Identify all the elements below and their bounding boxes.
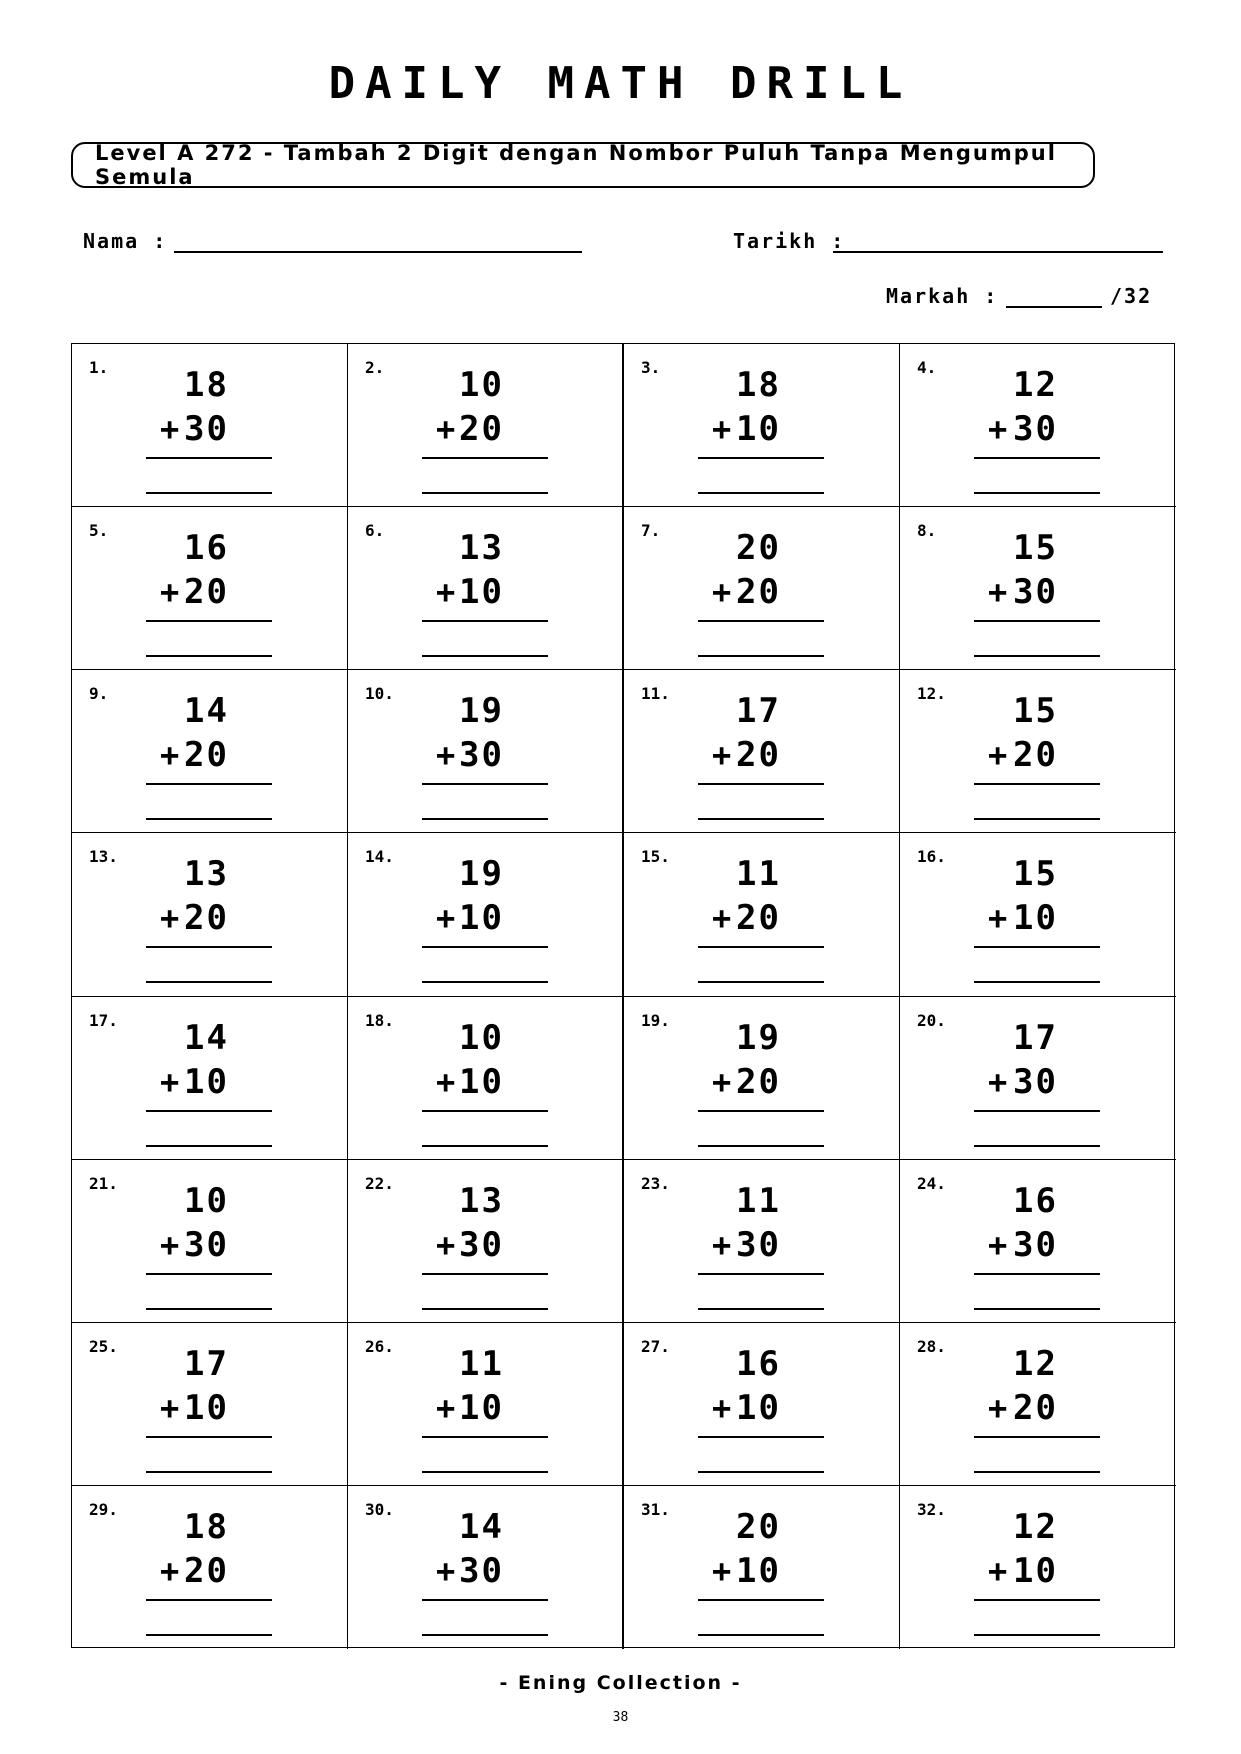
marks-field[interactable] bbox=[1006, 306, 1102, 308]
problem-number: 30. bbox=[365, 1499, 394, 1519]
problem-cell bbox=[624, 1160, 900, 1323]
problem-number: 32. bbox=[917, 1499, 946, 1519]
problem-cell bbox=[624, 1323, 900, 1486]
problem-number: 20. bbox=[917, 1010, 946, 1030]
first-addend: 12 bbox=[1013, 1506, 1058, 1547]
second-addend: 20 bbox=[184, 572, 229, 613]
problem-number: 15. bbox=[641, 847, 670, 867]
answer-field[interactable] bbox=[698, 818, 824, 820]
second-addend: 20 bbox=[1013, 735, 1058, 776]
plus-sign: + bbox=[988, 1388, 1008, 1427]
page-title: DAILY MATH DRILL bbox=[328, 58, 913, 109]
answer-field[interactable] bbox=[146, 1308, 272, 1310]
sum-rule bbox=[698, 1110, 824, 1112]
answer-field[interactable] bbox=[698, 1634, 824, 1636]
problem-cell bbox=[348, 1160, 624, 1323]
problem-cell bbox=[624, 344, 900, 507]
answer-field[interactable] bbox=[974, 1145, 1100, 1147]
second-addend: 20 bbox=[184, 1550, 229, 1591]
plus-sign: + bbox=[160, 1062, 180, 1101]
second-addend: 10 bbox=[459, 572, 504, 613]
answer-field[interactable] bbox=[146, 1634, 272, 1636]
answer-field[interactable] bbox=[146, 492, 272, 494]
answer-field[interactable] bbox=[422, 1308, 548, 1310]
problem-number: 2. bbox=[365, 358, 385, 377]
plus-sign: + bbox=[988, 1551, 1008, 1590]
first-addend: 18 bbox=[184, 1506, 229, 1547]
second-addend: 20 bbox=[184, 898, 229, 939]
problem-cell bbox=[900, 344, 1176, 507]
problem-cell bbox=[624, 833, 900, 996]
problem-number: 13. bbox=[89, 847, 118, 867]
answer-field[interactable] bbox=[422, 981, 548, 983]
problem-cell bbox=[348, 507, 624, 670]
first-addend: 14 bbox=[184, 691, 229, 732]
problem-cell bbox=[72, 670, 348, 833]
sum-rule bbox=[422, 946, 548, 948]
first-addend: 10 bbox=[459, 365, 504, 405]
problem-number: 18. bbox=[365, 1010, 394, 1030]
name-field[interactable] bbox=[174, 251, 582, 253]
first-addend: 17 bbox=[736, 691, 781, 732]
plus-sign: + bbox=[988, 899, 1008, 938]
problem-number: 4. bbox=[917, 358, 937, 377]
first-addend: 13 bbox=[459, 528, 504, 569]
second-addend: 10 bbox=[459, 898, 504, 939]
problem-number: 8. bbox=[917, 521, 937, 541]
first-addend: 16 bbox=[184, 528, 229, 569]
plus-sign: + bbox=[712, 1062, 732, 1101]
answer-field[interactable] bbox=[422, 818, 548, 820]
date-field[interactable] bbox=[833, 251, 1163, 253]
first-addend: 18 bbox=[736, 365, 781, 405]
first-addend: 19 bbox=[459, 854, 504, 895]
plus-sign: + bbox=[436, 410, 456, 448]
plus-sign: + bbox=[436, 1388, 456, 1427]
answer-field[interactable] bbox=[974, 818, 1100, 820]
problem-number: 6. bbox=[365, 521, 385, 541]
sum-rule bbox=[146, 783, 272, 785]
problem-cell bbox=[72, 507, 348, 670]
problem-cell bbox=[624, 670, 900, 833]
second-addend: 20 bbox=[736, 898, 781, 939]
problem-cell bbox=[624, 1486, 900, 1649]
second-addend: 20 bbox=[736, 572, 781, 613]
second-addend: 20 bbox=[1013, 1387, 1058, 1428]
second-addend: 30 bbox=[1013, 1224, 1058, 1265]
second-addend: 20 bbox=[736, 735, 781, 776]
first-addend: 11 bbox=[736, 854, 781, 895]
sum-rule bbox=[974, 783, 1100, 785]
problem-cell bbox=[72, 833, 348, 996]
sum-rule bbox=[698, 457, 824, 459]
plus-sign: + bbox=[160, 1388, 180, 1427]
marks-total: /32 bbox=[1110, 284, 1153, 308]
problem-cell bbox=[72, 1323, 348, 1486]
sum-rule bbox=[974, 457, 1100, 459]
problem-cell bbox=[348, 1323, 624, 1486]
problem-number: 16. bbox=[917, 847, 946, 867]
sum-rule bbox=[974, 1110, 1100, 1112]
first-addend: 12 bbox=[1013, 1343, 1058, 1384]
answer-field[interactable] bbox=[422, 1634, 548, 1636]
level-banner bbox=[71, 142, 1095, 188]
sum-rule bbox=[146, 1599, 272, 1601]
problem-number: 25. bbox=[89, 1336, 118, 1356]
first-addend: 12 bbox=[1013, 365, 1058, 405]
first-addend: 17 bbox=[184, 1343, 229, 1384]
plus-sign: + bbox=[712, 573, 732, 612]
sum-rule bbox=[698, 1436, 824, 1438]
sum-rule bbox=[146, 1436, 272, 1438]
problem-number: 10. bbox=[365, 684, 394, 704]
answer-field[interactable] bbox=[422, 655, 548, 657]
answer-field[interactable] bbox=[146, 1471, 272, 1473]
second-addend: 10 bbox=[736, 409, 781, 449]
first-addend: 13 bbox=[459, 1180, 504, 1221]
problem-cell bbox=[72, 1160, 348, 1323]
first-addend: 15 bbox=[1013, 691, 1058, 732]
answer-field[interactable] bbox=[698, 981, 824, 983]
second-addend: 10 bbox=[1013, 898, 1058, 939]
problem-number: 28. bbox=[917, 1336, 946, 1356]
sum-rule bbox=[422, 783, 548, 785]
first-addend: 14 bbox=[459, 1506, 504, 1547]
sum-rule bbox=[422, 1273, 548, 1275]
second-addend: 30 bbox=[184, 1224, 229, 1265]
plus-sign: + bbox=[712, 736, 732, 775]
plus-sign: + bbox=[160, 410, 180, 448]
sum-rule bbox=[974, 946, 1100, 948]
problem-number: 24. bbox=[917, 1173, 946, 1193]
plus-sign: + bbox=[712, 1225, 732, 1264]
problem-cell bbox=[348, 344, 624, 507]
second-addend: 30 bbox=[459, 1550, 504, 1591]
answer-field[interactable] bbox=[146, 655, 272, 657]
first-addend: 16 bbox=[1013, 1180, 1058, 1221]
second-addend: 10 bbox=[184, 1387, 229, 1428]
answer-field[interactable] bbox=[974, 655, 1100, 657]
problem-number: 27. bbox=[641, 1336, 670, 1356]
first-addend: 19 bbox=[736, 1017, 781, 1058]
problem-cell bbox=[900, 1160, 1176, 1323]
problem-number: 11. bbox=[641, 684, 670, 704]
second-addend: 10 bbox=[736, 1387, 781, 1428]
problem-number: 3. bbox=[641, 358, 661, 377]
sum-rule bbox=[146, 1110, 272, 1112]
first-addend: 16 bbox=[736, 1343, 781, 1384]
problem-cell bbox=[72, 344, 348, 507]
plus-sign: + bbox=[712, 1388, 732, 1427]
problem-cell bbox=[900, 507, 1176, 670]
sum-rule bbox=[974, 1273, 1100, 1275]
problem-number: 12. bbox=[917, 684, 946, 704]
plus-sign: + bbox=[160, 1225, 180, 1264]
problem-number: 5. bbox=[89, 521, 109, 541]
problem-number: 31. bbox=[641, 1499, 670, 1519]
plus-sign: + bbox=[712, 899, 732, 938]
problem-cell bbox=[348, 997, 624, 1160]
problem-cell bbox=[348, 833, 624, 996]
name-label: Nama : bbox=[83, 229, 168, 253]
second-addend: 20 bbox=[459, 409, 504, 449]
first-addend: 20 bbox=[736, 1506, 781, 1547]
first-addend: 11 bbox=[459, 1343, 504, 1384]
first-addend: 17 bbox=[1013, 1017, 1058, 1058]
second-addend: 30 bbox=[1013, 1061, 1058, 1102]
sum-rule bbox=[422, 620, 548, 622]
plus-sign: + bbox=[988, 736, 1008, 775]
plus-sign: + bbox=[436, 1551, 456, 1590]
sum-rule bbox=[146, 1273, 272, 1275]
answer-field[interactable] bbox=[698, 1471, 824, 1473]
plus-sign: + bbox=[436, 573, 456, 612]
plus-sign: + bbox=[712, 1551, 732, 1590]
first-addend: 20 bbox=[736, 528, 781, 569]
plus-sign: + bbox=[712, 410, 732, 448]
second-addend: 10 bbox=[1013, 1550, 1058, 1591]
answer-field[interactable] bbox=[974, 1634, 1100, 1636]
answer-field[interactable] bbox=[698, 655, 824, 657]
answer-field[interactable] bbox=[146, 818, 272, 820]
answer-field[interactable] bbox=[146, 981, 272, 983]
problem-cell bbox=[72, 997, 348, 1160]
first-addend: 15 bbox=[1013, 528, 1058, 569]
problem-number: 14. bbox=[365, 847, 394, 867]
second-addend: 30 bbox=[459, 1224, 504, 1265]
first-addend: 10 bbox=[184, 1180, 229, 1221]
problem-number: 22. bbox=[365, 1173, 394, 1193]
problem-cell bbox=[72, 1486, 348, 1649]
answer-field[interactable] bbox=[422, 492, 548, 494]
problem-number: 21. bbox=[89, 1173, 118, 1193]
plus-sign: + bbox=[436, 899, 456, 938]
second-addend: 10 bbox=[459, 1387, 504, 1428]
sum-rule bbox=[146, 620, 272, 622]
sum-rule bbox=[974, 1599, 1100, 1601]
second-addend: 30 bbox=[184, 409, 229, 449]
sum-rule bbox=[146, 946, 272, 948]
sum-rule bbox=[698, 1599, 824, 1601]
second-addend: 30 bbox=[736, 1224, 781, 1265]
sum-rule bbox=[422, 457, 548, 459]
problem-cell bbox=[900, 1323, 1176, 1486]
problem-number: 9. bbox=[89, 684, 109, 704]
first-addend: 10 bbox=[459, 1017, 504, 1058]
sum-rule bbox=[698, 620, 824, 622]
problem-cell bbox=[900, 997, 1176, 1160]
answer-field[interactable] bbox=[698, 492, 824, 494]
sum-rule bbox=[698, 1273, 824, 1275]
sum-rule bbox=[974, 620, 1100, 622]
plus-sign: + bbox=[436, 736, 456, 775]
first-addend: 15 bbox=[1013, 854, 1058, 895]
plus-sign: + bbox=[988, 1062, 1008, 1101]
problem-cell bbox=[624, 997, 900, 1160]
answer-field[interactable] bbox=[698, 1308, 824, 1310]
first-addend: 18 bbox=[184, 365, 229, 405]
second-addend: 30 bbox=[1013, 572, 1058, 613]
first-addend: 13 bbox=[184, 854, 229, 895]
plus-sign: + bbox=[988, 1225, 1008, 1264]
second-addend: 10 bbox=[184, 1061, 229, 1102]
first-addend: 19 bbox=[459, 691, 504, 732]
sum-rule bbox=[422, 1436, 548, 1438]
plus-sign: + bbox=[988, 410, 1008, 448]
sum-rule bbox=[698, 946, 824, 948]
problem-grid bbox=[71, 343, 1175, 1648]
plus-sign: + bbox=[160, 1551, 180, 1590]
problem-number: 7. bbox=[641, 521, 661, 541]
answer-field[interactable] bbox=[698, 1145, 824, 1147]
level-text: Level A 272 - Tambah 2 Digit dengan Nombor Puluh Tanpa Mengumpul Semula bbox=[95, 141, 1057, 189]
answer-field[interactable] bbox=[974, 492, 1100, 494]
first-addend: 11 bbox=[736, 1180, 781, 1221]
problem-cell bbox=[624, 507, 900, 670]
answer-field[interactable] bbox=[974, 981, 1100, 983]
plus-sign: + bbox=[160, 573, 180, 612]
second-addend: 20 bbox=[184, 735, 229, 776]
answer-field[interactable] bbox=[422, 1145, 548, 1147]
date-label: Tarikh : bbox=[733, 229, 846, 253]
problem-cell bbox=[900, 1486, 1176, 1649]
problem-number: 1. bbox=[89, 358, 109, 377]
answer-field[interactable] bbox=[974, 1471, 1100, 1473]
second-addend: 10 bbox=[736, 1550, 781, 1591]
plus-sign: + bbox=[436, 1062, 456, 1101]
plus-sign: + bbox=[988, 573, 1008, 612]
problem-number: 23. bbox=[641, 1173, 670, 1193]
second-addend: 20 bbox=[736, 1061, 781, 1102]
problem-number: 29. bbox=[89, 1499, 118, 1519]
sum-rule bbox=[146, 457, 272, 459]
marks-label: Markah : bbox=[886, 284, 999, 308]
answer-field[interactable] bbox=[974, 1308, 1100, 1310]
problem-cell bbox=[348, 670, 624, 833]
second-addend: 10 bbox=[459, 1061, 504, 1102]
sum-rule bbox=[422, 1599, 548, 1601]
problem-number: 19. bbox=[641, 1010, 670, 1030]
footer-collection: - Ening Collection - bbox=[499, 1672, 742, 1694]
answer-field[interactable] bbox=[422, 1471, 548, 1473]
second-addend: 30 bbox=[459, 735, 504, 776]
page-number: 38 bbox=[612, 1710, 629, 1725]
problem-cell bbox=[348, 1486, 624, 1649]
answer-field[interactable] bbox=[146, 1145, 272, 1147]
sum-rule bbox=[698, 783, 824, 785]
plus-sign: + bbox=[436, 1225, 456, 1264]
second-addend: 30 bbox=[1013, 409, 1058, 449]
sum-rule bbox=[974, 1436, 1100, 1438]
problem-cell bbox=[900, 670, 1176, 833]
first-addend: 14 bbox=[184, 1017, 229, 1058]
problem-cell bbox=[900, 833, 1176, 996]
problem-number: 26. bbox=[365, 1336, 394, 1356]
problem-number: 17. bbox=[89, 1010, 118, 1030]
sum-rule bbox=[422, 1110, 548, 1112]
plus-sign: + bbox=[160, 899, 180, 938]
plus-sign: + bbox=[160, 736, 180, 775]
